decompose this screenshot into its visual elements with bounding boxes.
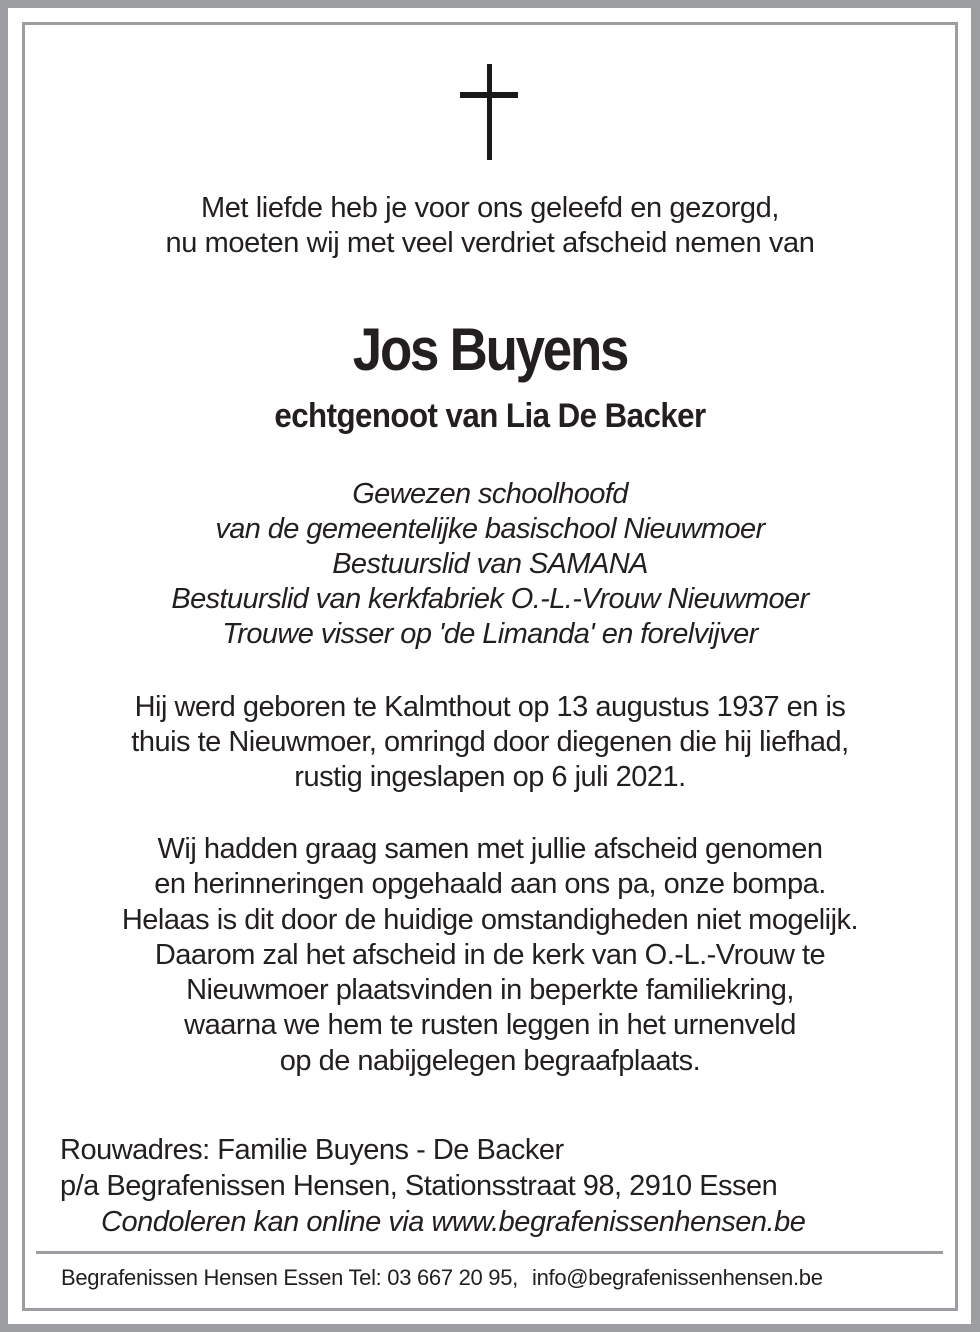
farewell-line: Nieuwmoer plaatsvinden in beperkte familiekring, xyxy=(186,974,794,1007)
title-line: Gewezen schoolhoofd xyxy=(352,478,628,510)
obituary-card xyxy=(22,22,958,1311)
email-link[interactable]: info@begrafenissenhensen.be xyxy=(531,1265,823,1290)
farewell-line: Helaas is dit door de huidige omstandigheden niet mogelijk. xyxy=(121,903,859,936)
title-line: Trouwe visser op 'de Limanda' en forelvijver xyxy=(222,618,758,650)
title-line: van de gemeentelijke basischool Nieuwmoer xyxy=(215,513,765,545)
birth-death-line: rustig ingeslapen op 6 juli 2021. xyxy=(294,761,686,793)
footer xyxy=(61,1265,823,1291)
company-phone: Begrafenissen Hensen Essen Tel: 03 667 20 95, xyxy=(61,1265,518,1290)
farewell-paragraph xyxy=(25,832,955,1079)
cross-icon xyxy=(460,64,520,160)
footer-divider xyxy=(36,1251,943,1254)
farewell-line: en herinneringen opgehaald aan ons pa, onze bompa. xyxy=(154,868,826,901)
title-line: Bestuurslid van kerkfabriek O.-L.-Vrouw Nieuwmoer xyxy=(171,583,809,615)
birth-death-line: thuis te Nieuwmoer, omringd door diegenen die hij liefhad, xyxy=(131,726,849,758)
cross-vertical-bar xyxy=(487,64,492,160)
address-block xyxy=(60,1132,805,1240)
intro-line: nu moeten wij met veel verdriet afscheid nemen van xyxy=(165,227,815,259)
titles-block xyxy=(25,477,955,652)
birth-death-paragraph xyxy=(25,690,955,795)
title-line: Bestuurslid van SAMANA xyxy=(332,548,648,580)
condolences-link[interactable]: Condoleren kan online via www.begrafenissenhensen.be xyxy=(101,1206,806,1238)
cross-horizontal-bar xyxy=(460,92,518,98)
farewell-line: Daarom zal het afscheid in de kerk van O.-L.-Vrouw te xyxy=(154,938,826,971)
spouse-line: echtgenoot van Lia De Backer xyxy=(274,397,706,435)
intro-text xyxy=(25,191,955,261)
birth-death-line: Hij werd geboren te Kalmthout op 13 augustus 1937 en is xyxy=(134,691,846,723)
farewell-line: Wij hadden graag samen met jullie afscheid genomen xyxy=(157,833,823,865)
deceased-name: Jos Buyens xyxy=(352,316,628,383)
farewell-line: op de nabijgelegen begraafplaats. xyxy=(279,1044,701,1077)
farewell-line: waarna we hem te rusten leggen in het urnenveld xyxy=(184,1009,796,1042)
intro-line: Met liefde heb je voor ons geleefd en gezorgd, xyxy=(200,192,780,224)
mourning-address: Rouwadres: Familie Buyens - De Backer xyxy=(60,1134,564,1166)
care-of-address: p/a Begrafenissen Hensen, Stationsstraat 98, 2910 Essen xyxy=(60,1170,778,1202)
